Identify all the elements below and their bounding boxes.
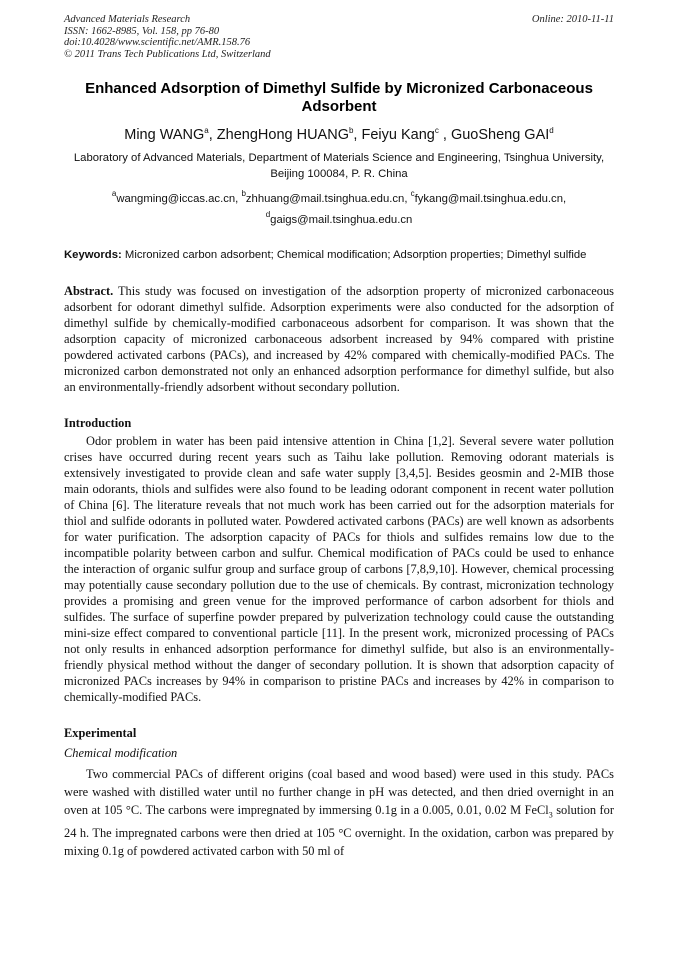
abstract: [64, 283, 614, 395]
journal-name: Advanced Materials Research: [64, 14, 191, 25]
online-date: Online: 2010-11-11: [531, 14, 614, 25]
author-mark: c: [434, 126, 439, 135]
chemical-modification-subheading: Chemical modification: [64, 746, 178, 760]
author-name: ZhengHong HUANG: [216, 127, 349, 143]
author-mark: b: [348, 126, 354, 135]
keywords-label: Keywords:: [64, 249, 122, 261]
author-emails: $^a$wangming@iccas.ac.cn, $^b$zhhuang@mail.tsinghua.edu.cn, $^c$fykang@mail.tsinghua.edu.cn, $^d$gaigs@mail.tsinghua.edu.cn: [111, 189, 567, 226]
email-c: fykang@mail.tsinghua.edu.cn,: [414, 193, 567, 205]
abstract-text: This study was focused on investigation of the adsorption property of micronized carbonaceous adsorbent for odorant dimethyl sulfide. Adsorption experiments were also conducted for the adsorption of dimethyl sulfide by chemically-modified carbonaceous adsorbent for comparison. It was shown that the adsorption capacity of micronized carbonaceous adsorbent increased by 94% compared with pristine powdered activated carbons (PACs), and increased by 42% compared with chemically-modified PACs. The micronized carbon demonstrated not only an enhanced adsorption performance for dimethyl sulfide, but also an environmentally-friendly adsorbent without secondary pollution.: [64, 284, 615, 394]
author-name: Feiyu Kang: [361, 127, 435, 143]
experimental-paragraph: Two commercial PACs of different origins (coal based and wood based) were used in this study. PACs were washed with distilled water until no further change in pH was detected, and then dried overnight in an oven at 105 °C. The carbons were impregnated by immersing 0.1g in a 0.005, 0.01, 0.02 M FeCl$_3$ solution for 24 h. The impregnated carbons were then dried at 105 °C overnight. In the oxidation, carbon was prepared by mixing 0.1g of powdered activated carbon with 50 ml of: [64, 767, 615, 859]
introduction-heading: Introduction: [64, 416, 132, 430]
email-d: gaigs@mail.tsinghua.edu.cn: [270, 214, 413, 226]
author-mark: a: [204, 126, 209, 135]
author-name: Ming WANG: [124, 127, 205, 143]
journal-issn: ISSN: 1662-8985, Vol. 158, pp 76-80: [64, 25, 220, 37]
introduction-paragraph: Odor problem in water has been paid intensive attention in China [1,2]. Several severe water pollution crises have occurred during recent years such as Taihu lake pollution. Removing odorant materials is extensively investigated to provide clean and safe water supply [3,4,5]. Besides geosmin and 2-MIB those main odorants, thiols and sulfides were also found to be leading odorant component in recent water pollution of China [6]. The literature reveals that not much work has been carried out for the adsorption materials for thiol and sulfide odorants in polluted water. Powdered activated carbons (PACs) are well known as adsorbents for water purification. The adsorption capacity of PACs for thiols and sulfides remains low due to the incompatible polarity between carbon and sulfur. Chemical modification of PACs could be used to enhance the interaction of organic sulfur group and surface group of carbons [7,8,9,10]. However, chemical processing may potentially cause secondary pollution due to the use of chemicals. By contrast, micronization technology provides a promising and green venue for the improved performance of carbon adsorbent for thiols and sulfides. The surface of superfine powder prepared by pulverization technology could cause the outstanding mini-size effect compared to conventional particle [11]. In the present work, micronized processing of PACs not only results in enhanced adsorption performance for dimethyl sulfide, but also is an environmentally-friendly physical method without the danger of secondary pollution. It is shown that adsorption capacity of micronized PACs increases by 94% in comparison to pristine PACs and increases by 42% in comparison to chemically-modified PACs.: [64, 434, 614, 704]
author-list: Ming WANG$^a$, ZhengHong HUANG$^b$, Feiyu Kang$^c$ , GuoSheng GAI$^d$: [124, 126, 554, 143]
author-mark: d: [549, 126, 554, 135]
abstract-label: Abstract.: [64, 284, 114, 298]
keywords-text: Micronized carbon adsorbent; Chemical modification; Adsorption properties; Dimethyl sulfide: [124, 249, 587, 261]
keywords: [64, 248, 614, 263]
journal-doi: doi:10.4028/www.scientific.net/AMR.158.76: [64, 37, 251, 48]
journal-copyright: © 2011 Trans Tech Publications Ltd, Switzerland: [64, 48, 271, 60]
affiliation: Laboratory of Advanced Materials, Department of Materials Science and Engineering, Tsinghua University, Beijing 100084, P. R. China: [73, 152, 605, 180]
email-a: wangming@iccas.ac.cn,: [116, 193, 239, 205]
paper-title: Enhanced Adsorption of Dimethyl Sulfide by Micronized Carbonaceous Adsorbent: [85, 80, 593, 115]
paper-page: [64, 14, 614, 860]
journal-header: [64, 14, 614, 60]
author-name: GuoSheng GAI: [450, 127, 550, 143]
email-b: zhhuang@mail.tsinghua.edu.cn,: [245, 193, 408, 205]
experimental-heading: Experimental: [64, 726, 137, 740]
